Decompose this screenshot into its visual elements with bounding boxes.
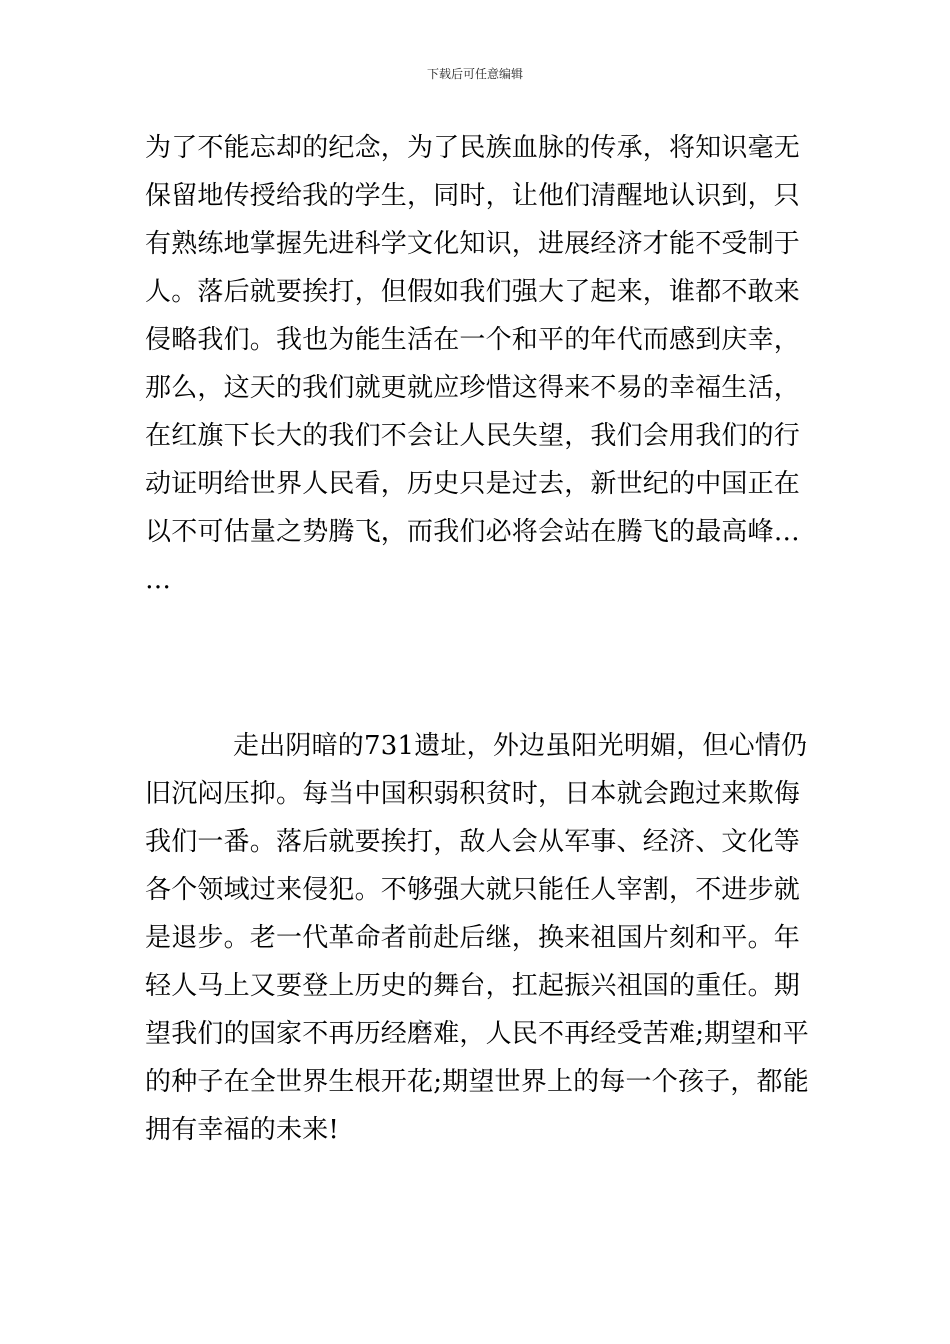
- text-line: 有熟练地掌握先进科学文化知识，进展经济才能不受制于: [145, 229, 801, 259]
- text-line: 各个领域过来侵犯。不够强大就只能任人宰割，不进步就: [145, 875, 801, 905]
- text-line: 望我们的国家不再历经磨难，人民不再经受苦难;期望和平: [145, 1019, 809, 1049]
- text-line: 是退步。老一代革命者前赴后继，换来祖国片刻和平。年: [145, 923, 801, 953]
- paragraph-1: [145, 124, 807, 604]
- text-line: …: [145, 565, 172, 595]
- paragraph-2: [145, 722, 807, 1154]
- text-line: 动证明给世界人民看，历史只是过去，新世纪的中国正在: [145, 469, 801, 499]
- text-line: 保留地传授给我的学生，同时，让他们清醒地认识到，只: [145, 181, 801, 211]
- page-header: 下载后可任意编辑: [426, 67, 523, 81]
- text-line: 拥有幸福的未来!: [145, 1115, 340, 1145]
- text-line: 那么，这天的我们就更就应珍惜这得来不易的幸福生活，: [145, 373, 801, 403]
- text-line: 的种子在全世界生根开花;期望世界上的每一个孩子，都能: [145, 1067, 809, 1097]
- text-line: 侵略我们。我也为能生活在一个和平的年代而感到庆幸，: [145, 325, 801, 355]
- text-line: 以不可估量之势腾飞，而我们必将会站在腾飞的最高峰…: [145, 517, 801, 547]
- text-line: 在红旗下长大的我们不会让人民失望，我们会用我们的行: [145, 421, 801, 451]
- text-line: 轻人马上又要登上历史的舞台，扛起振兴祖国的重任。期: [145, 971, 801, 1001]
- text-line: 人。落后就要挨打，但假如我们强大了起来，谁都不敢来: [145, 277, 801, 307]
- text-line: 我们一番。落后就要挨打，敌人会从军事、经济、文化等: [145, 827, 801, 857]
- text-line: 旧沉闷压抑。每当中国积弱积贫时，日本就会跑过来欺侮: [145, 779, 801, 809]
- text-line: 为了不能忘却的纪念，为了民族血脉的传承，将知识毫无: [145, 133, 801, 163]
- text-line-indented: 走出阴暗的731遗址，外边虽阳光明媚，但心情仍: [233, 731, 808, 761]
